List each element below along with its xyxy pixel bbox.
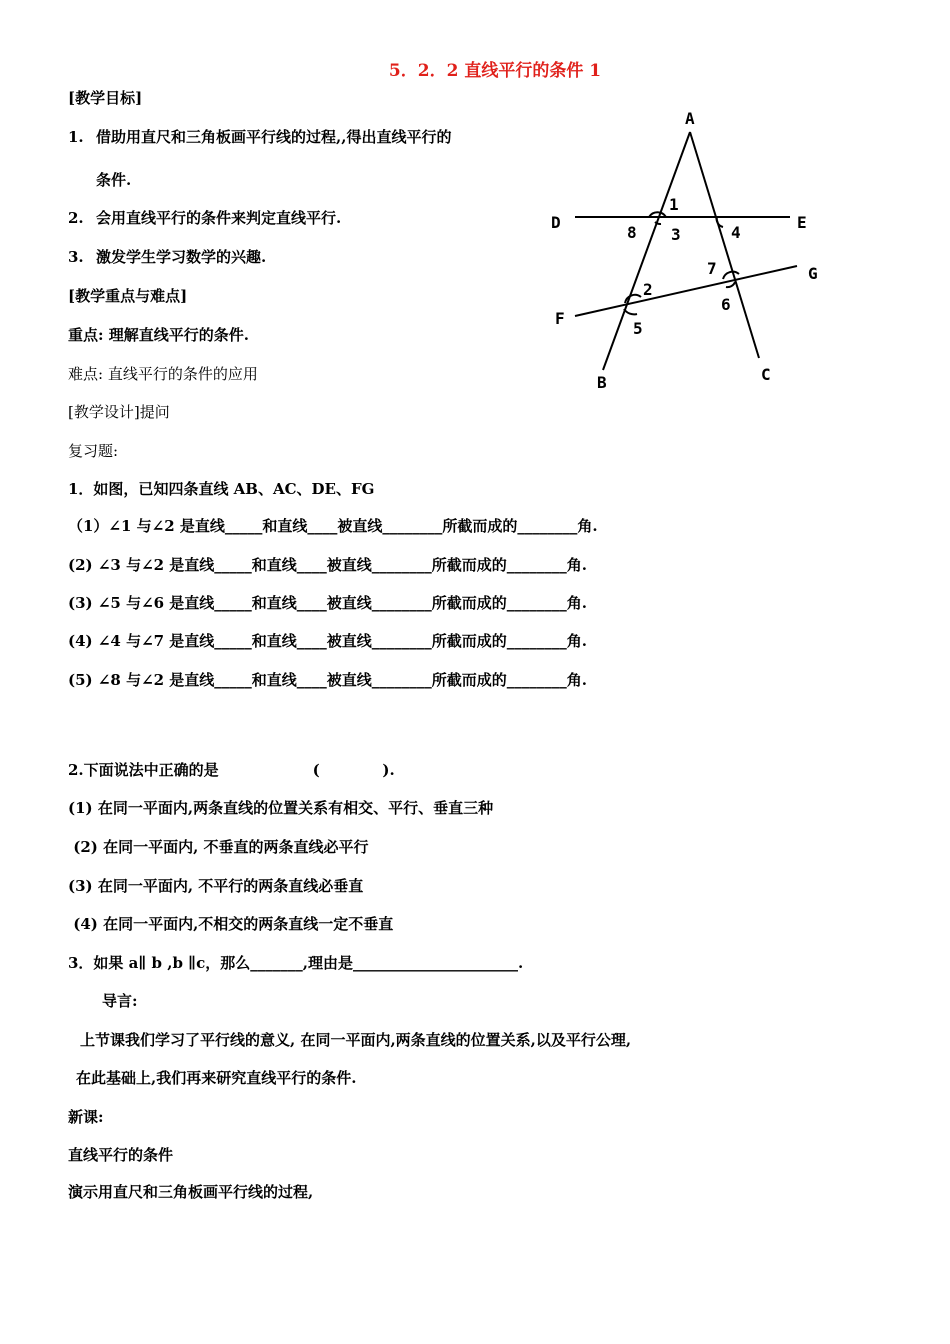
q1-item-1: （1）∠1 与∠2 是直线_____和直线____被直线________所截而成的________角. [68,517,598,535]
q2-option-1: (1) 在同一平面内,两条直线的位置关系有相交、平行、垂直三种 [68,799,494,817]
goal-3 [68,247,266,267]
goals-heading: [教学目标] [68,89,143,107]
goal-1-continued: 条件. [96,171,132,189]
new-lesson-subheading: 直线平行的条件 [68,1146,174,1164]
goal-1-text: 借助用直尺和三角板画平行线的过程,,得出直线平行的 [96,128,452,146]
key-point: 重点: 理解直线平行的条件. [68,326,249,344]
label-angle-3: 3 [671,225,681,244]
q2-option-4: (4) 在同一平面内,不相交的两条直线一定不垂直 [68,915,394,933]
q1-stem: 1．如图，已知四条直线 AB、AC、DE、FG [68,480,375,498]
label-point-f: F [555,309,565,328]
difficulty: 难点: 直线平行的条件的应用 [68,365,258,383]
new-lesson-heading: 新课: [68,1108,104,1126]
intro-line-2: 在此基础上,我们再来研究直线平行的条件. [76,1069,357,1087]
goal-2-text: 会用直线平行的条件来判定直线平行. [96,209,342,227]
q1-item-3: (3) ∠5 与∠6 是直线_____和直线____被直线________所截而成的________角. [68,594,588,612]
line-ab [603,132,690,370]
line-fg [575,266,797,316]
line-ac [690,132,759,358]
label-angle-2: 2 [643,280,653,299]
q2-option-2: (2) 在同一平面内, 不垂直的两条直线必平行 [68,838,369,856]
arc-angle-6 [726,282,735,287]
q3: 3．如果 a∥ b ,b ∥c，那么_______,理由是______________________. [68,954,524,972]
intro-heading: 导言: [102,992,138,1010]
page-title: 5．2．2 直线平行的条件 1 [388,61,602,81]
label-angle-7: 7 [707,259,717,278]
goal-1 [68,127,451,147]
intro-line-1: 上节课我们学习了平行线的意义, 在同一平面内,两条直线的位置关系,以及平行公理, [80,1031,632,1049]
arc-angle-7 [723,272,739,279]
design-note: [教学设计]提问 [68,403,170,421]
key-heading: [教学重点与难点] [68,287,188,305]
goal-1-num: 1. [68,128,84,146]
label-angle-5: 5 [633,319,643,338]
goal-3-text: 激发学生学习数学的兴趣. [96,248,267,266]
q1-item-5: (5) ∠8 与∠2 是直线_____和直线____被直线________所截而成的________角. [68,671,588,689]
goal-2-num: 2. [68,209,84,227]
goal-3-num: 3. [68,248,84,266]
label-point-e: E [797,213,807,232]
label-angle-1: 1 [669,195,679,214]
label-point-c: C [761,365,771,384]
review-heading: 复习题: [68,442,119,460]
label-point-b: B [597,373,607,392]
q2-option-3: (3) 在同一平面内, 不平行的两条直线必垂直 [68,877,364,895]
label-angle-4: 4 [731,223,741,242]
label-point-a: A [685,109,695,128]
label-angle-8: 8 [627,223,637,242]
goal-2 [68,208,341,228]
q2-stem: 2.下面说法中正确的是 ( ). [68,761,395,779]
label-point-d: D [551,213,561,232]
label-angle-6: 6 [721,295,731,314]
q1-item-2: (2) ∠3 与∠2 是直线_____和直线____被直线________所截而成的________角. [68,556,588,574]
label-point-g: G [808,264,818,283]
new-lesson-line: 演示用直尺和三角板画平行线的过程, [68,1183,314,1201]
q1-item-4: (4) ∠4 与∠7 是直线_____和直线____被直线________所截而成的________角. [68,632,588,650]
geometry-figure [545,106,835,396]
